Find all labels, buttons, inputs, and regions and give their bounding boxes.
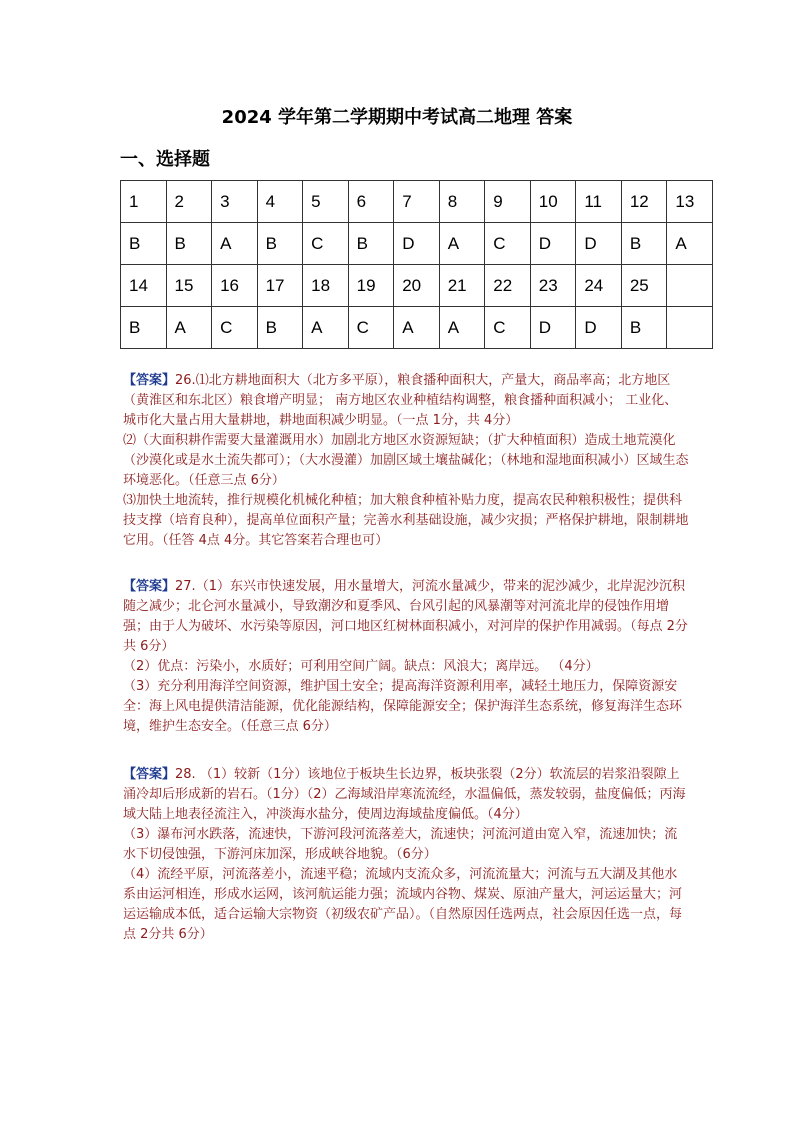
answer-27 xyxy=(123,577,689,737)
table-cell: A xyxy=(394,307,440,349)
table-cell: 17 xyxy=(257,265,303,307)
answer-paragraph: （2）优点：污染小，水质好；可利用空间广阔。缺点：风浪大；离岸远。 （4分） xyxy=(123,659,599,674)
answer-tag: 【答案】 xyxy=(123,373,176,388)
table-cell: 12 xyxy=(621,181,667,223)
answer-paragraph xyxy=(123,765,689,825)
table-cell: 14 xyxy=(121,265,167,307)
table-cell: 8 xyxy=(439,181,485,223)
table-cell: 6 xyxy=(348,181,394,223)
table-cell xyxy=(667,265,713,307)
table-cell: D xyxy=(530,307,576,349)
answer-paragraph: （4）流经平原，河流落差小，流速平稳；流域内支流众多，河流流量大；河流与五大湖及其他水系由运河相连，形成水运网，该河航运能力强；流域内谷物、煤炭、原油产量大，河运运量大；河运运输成本低，适合运输大宗物资（初级农矿产品）。（自然原因任选两点，社会原因任选一点，每点 2分共 6分） xyxy=(123,867,683,942)
table-cell: 3 xyxy=(212,181,258,223)
table-cell: C xyxy=(485,223,531,265)
answer-tag: 【答案】 xyxy=(123,579,176,594)
table-cell: 11 xyxy=(576,181,622,223)
table-cell: 22 xyxy=(485,265,531,307)
table-cell: 13 xyxy=(667,181,713,223)
table-row xyxy=(121,223,713,265)
table-cell: D xyxy=(576,307,622,349)
table-cell: 20 xyxy=(394,265,440,307)
table-cell: B xyxy=(348,223,394,265)
table-cell: B xyxy=(121,307,167,349)
table-cell: B xyxy=(121,223,167,265)
table-cell: B xyxy=(257,223,303,265)
table-cell: 9 xyxy=(485,181,531,223)
table-cell xyxy=(667,307,713,349)
table-cell: C xyxy=(212,307,258,349)
table-cell: 16 xyxy=(212,265,258,307)
answer-28 xyxy=(123,765,689,945)
table-cell: 18 xyxy=(303,265,349,307)
table-cell: A xyxy=(439,307,485,349)
table-cell: 24 xyxy=(576,265,622,307)
answer-paragraph xyxy=(123,371,689,431)
table-row xyxy=(121,307,713,349)
table-cell: A xyxy=(667,223,713,265)
table-cell: A xyxy=(303,307,349,349)
table-cell: 15 xyxy=(166,265,212,307)
table-row xyxy=(121,181,713,223)
answer-paragraph xyxy=(123,577,689,657)
table-cell: A xyxy=(166,307,212,349)
answer-26 xyxy=(123,371,689,551)
page-title: 2024 学年第二学期期中考试高二地理 答案 xyxy=(221,107,573,128)
table-cell: C xyxy=(303,223,349,265)
table-cell: 1 xyxy=(121,181,167,223)
table-cell: D xyxy=(530,223,576,265)
table-row xyxy=(121,265,713,307)
answer-text: 28. （1）较新（1分）该地位于板块生长边界，板块张裂（2分）软流层的岩浆沿裂隙上涌冷却后形成新的岩石。（1分）（2）乙海域沿岸寒流流经，水温偏低，蒸发较弱，盐度偏低；丙海域大陆上地表径流注入，冲淡海水盐分，使周边海域盐度偏低。（4分） xyxy=(123,767,686,822)
table-cell: 4 xyxy=(257,181,303,223)
answer-tag: 【答案】 xyxy=(123,767,176,782)
table-cell: A xyxy=(439,223,485,265)
table-cell: 7 xyxy=(394,181,440,223)
table-cell: 5 xyxy=(303,181,349,223)
table-cell: C xyxy=(485,307,531,349)
table-cell: D xyxy=(576,223,622,265)
section-title-choice: 一、选择题 xyxy=(120,149,210,170)
table-cell: B xyxy=(621,307,667,349)
answer-paragraph: （3）充分利用海洋空间资源，维护国土安全；提高海洋资源利用率，减轻土地压力，保障资源安全：海上风电提供清洁能源，优化能源结构，保障能源安全；保护海洋生态系统，修复海洋生态环境，维护生态安全。（任意三点 6分） xyxy=(123,679,683,734)
table-cell: 21 xyxy=(439,265,485,307)
table-cell: 10 xyxy=(530,181,576,223)
table-cell: D xyxy=(394,223,440,265)
table-cell: 25 xyxy=(621,265,667,307)
table-cell: B xyxy=(621,223,667,265)
table-cell: 19 xyxy=(348,265,394,307)
table-cell: C xyxy=(348,307,394,349)
answer-text: 26.⑴北方耕地面积大（北方多平原），粮食播种面积大，产量大，商品率高；北方地区（黄淮区和东北区）粮食增产明显； 南方地区农业种植结构调整，粮食播种面积减小； 工业化、城市化大量占用大量耕地，耕地面积减少明显。（一点 1分，共 4分） xyxy=(123,373,678,428)
answer-paragraph: （3）瀑布河水跌落，流速快，下游河段河流落差大，流速快；河流河道由宽入窄，流速加快；流水下切侵蚀强，下游河床加深，形成峡谷地貌。（6分） xyxy=(123,827,678,862)
answer-table xyxy=(120,180,713,349)
table-cell: B xyxy=(166,223,212,265)
answer-paragraph: ⑶加快土地流转，推行规模化机械化种植；加大粮食种植补贴力度，提高农民种粮积极性；提供科技支撑（培育良种），提高单位面积产量；完善水利基础设施，减少灾损；严格保护耕地，限制耕地它用。（任答 4点 4分。其它答案若合理也可） xyxy=(123,493,689,548)
table-cell: 2 xyxy=(166,181,212,223)
table-cell: A xyxy=(212,223,258,265)
table-cell: 23 xyxy=(530,265,576,307)
table-cell: B xyxy=(257,307,303,349)
answer-text: 27.（1）东兴市快速发展，用水量增大，河流水量减少，带来的泥沙减少，北岸泥沙沉积随之减少；北仑河水量减小，导致潮汐和夏季风、台风引起的风暴潮等对河流北岸的侵蚀作用增强；由于人为破坏、水污染等原因，河口地区红树林面积减小，对河岸的保护作用减弱。（每点 2分共 6分） xyxy=(123,579,688,654)
answer-paragraph: ⑵（大面积耕作需要大量灌溉用水）加剧北方地区水资源短缺；（扩大种植面积）造成土地荒漠化（沙漠化或是水土流失都可）；（大水漫灌）加剧区域土壤盐碱化；（林地和湿地面积减小）区域生态环境恶化。（任意三点 6分） xyxy=(123,433,689,488)
